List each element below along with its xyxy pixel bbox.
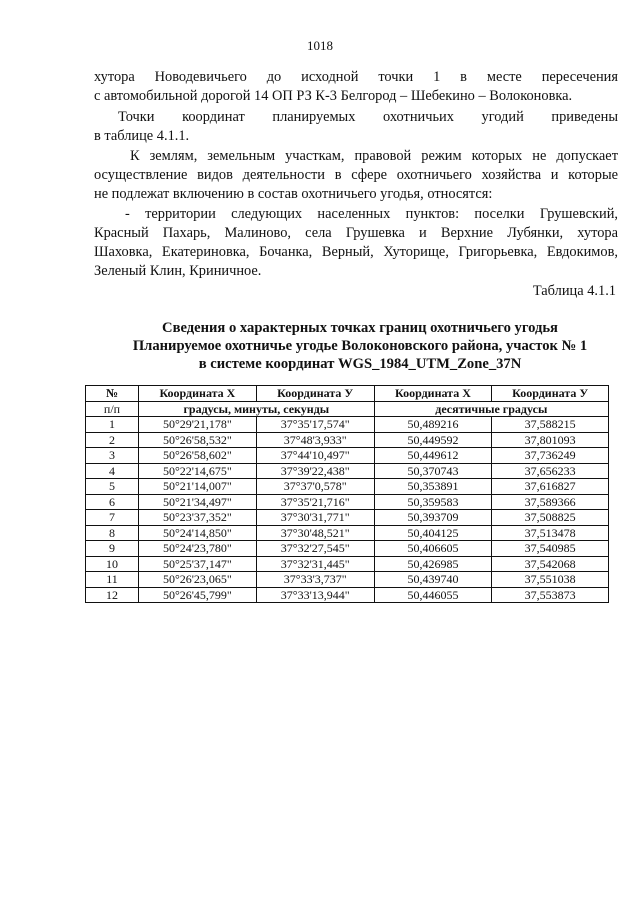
cell-y-dms: 37°39'22,438" (256, 463, 374, 479)
cell-x-dec: 50,393709 (374, 510, 492, 526)
cell-number: 3 (86, 448, 139, 464)
cell-y-dec: 37,736249 (492, 448, 609, 464)
cell-x-dms: 50°21'34,497" (139, 494, 257, 510)
table-row (86, 432, 609, 448)
cell-number: 6 (86, 494, 139, 510)
cell-number: 7 (86, 510, 139, 526)
cell-y-dec: 37,508825 (492, 510, 609, 526)
cell-x-dec: 50,489216 (374, 417, 492, 433)
page-number: 1018 (307, 38, 333, 53)
cell-number: 1 (86, 417, 139, 433)
cell-y-dms: 37°32'31,445" (256, 556, 374, 572)
table-row (86, 587, 609, 603)
cell-x-dec: 50,449612 (374, 448, 492, 464)
cell-y-dms: 37°44'10,497" (256, 448, 374, 464)
cell-x-dms: 50°25'37,147" (139, 556, 257, 572)
cell-y-dms: 37°33'13,944" (256, 587, 374, 603)
cell-y-dec: 37,656233 (492, 463, 609, 479)
cell-y-dec: 37,588215 (492, 417, 609, 433)
cell-x-dms: 50°24'23,780" (139, 541, 257, 557)
header-number: № (86, 386, 139, 402)
table-row (86, 417, 609, 433)
cell-x-dms: 50°22'14,675" (139, 463, 257, 479)
paragraph-line: осуществление видов деятельности в сфере охотничьего хозяйства и которые (94, 167, 618, 183)
table-title: в системе координат WGS_1984_UTM_Zone_37N (198, 356, 522, 372)
cell-x-dms: 50°26'58,532" (139, 432, 257, 448)
cell-y-dec: 37,540985 (492, 541, 609, 557)
table-row (86, 572, 609, 588)
table-row (86, 479, 609, 495)
cell-x-dec: 50,439740 (374, 572, 492, 588)
cell-y-dms: 37°35'17,574" (256, 417, 374, 433)
cell-y-dec: 37,513478 (492, 525, 609, 541)
cell-x-dec: 50,353891 (374, 479, 492, 495)
cell-x-dec: 50,404125 (374, 525, 492, 541)
cell-y-dec: 37,801093 (492, 432, 609, 448)
cell-y-dms: 37°32'27,545" (256, 541, 374, 557)
cell-number: 11 (86, 572, 139, 588)
cell-y-dec: 37,551038 (492, 572, 609, 588)
cell-number: 8 (86, 525, 139, 541)
table-row (86, 494, 609, 510)
table-row (86, 541, 609, 557)
table-row (86, 556, 609, 572)
cell-number: 12 (86, 587, 139, 603)
cell-x-dec: 50,449592 (374, 432, 492, 448)
table-body (86, 417, 609, 603)
header-dec-units: десятичные градусы (374, 401, 608, 417)
header-dms-units: градусы, минуты, секунды (139, 401, 375, 417)
table-label: Таблица 4.1.1 (532, 283, 616, 299)
paragraph-line: К землям, земельным участкам, правовой режим которых не допускает (130, 148, 618, 164)
cell-x-dec: 50,359583 (374, 494, 492, 510)
paragraph-line: не подлежат включению в состав охотничьего угодья, относятся: (94, 186, 493, 202)
cell-x-dms: 50°26'45,799" (139, 587, 257, 603)
cell-x-dms: 50°26'58,602" (139, 448, 257, 464)
header-x-dms: Координата X (139, 386, 257, 402)
cell-y-dms: 37°35'21,716" (256, 494, 374, 510)
paragraph-line: Точки координат планируемых охотничьих угодий приведены (118, 109, 618, 125)
cell-x-dec: 50,446055 (374, 587, 492, 603)
coordinates-table (85, 385, 609, 603)
paragraph-line: с автомобильной дорогой 14 ОП РЗ К-3 Белгород – Шебекино – Волоконовка. (94, 88, 573, 104)
table-title: Планируемое охотничье угодье Волоконовского района, участок № 1 (132, 338, 588, 354)
header-y-dms: Координата У (256, 386, 374, 402)
table-title: Сведения о характерных точках границ охотничьего угодья (162, 320, 558, 336)
cell-y-dms: 37°30'31,771" (256, 510, 374, 526)
table-row (86, 448, 609, 464)
cell-number: 9 (86, 541, 139, 557)
cell-x-dms: 50°26'23,065" (139, 572, 257, 588)
cell-y-dms: 37°33'3,737" (256, 572, 374, 588)
cell-number: 4 (86, 463, 139, 479)
header-x-dec: Координата X (374, 386, 492, 402)
cell-y-dec: 37,589366 (492, 494, 609, 510)
cell-number: 2 (86, 432, 139, 448)
header-number-sub: п/п (86, 401, 139, 417)
cell-x-dms: 50°21'14,007" (139, 479, 257, 495)
table-row (86, 525, 609, 541)
cell-y-dec: 37,553873 (492, 587, 609, 603)
cell-x-dec: 50,426985 (374, 556, 492, 572)
cell-number: 5 (86, 479, 139, 495)
paragraph-line: Красный Пахарь, Малиново, села Грушевка и Верхние Лубянки, хутора (94, 225, 618, 241)
paragraph-line: хутора Новодевичьего до исходной точки 1 в месте пересечения (94, 69, 618, 85)
cell-number: 10 (86, 556, 139, 572)
header-y-dec: Координата У (492, 386, 609, 402)
paragraph-line: Шаховка, Екатериновка, Бочанка, Верный, Хуторище, Григорьевка, Евдокимов, (94, 244, 618, 260)
cell-x-dec: 50,406605 (374, 541, 492, 557)
table-row (86, 463, 609, 479)
cell-y-dms: 37°37'0,578" (256, 479, 374, 495)
cell-y-dms: 37°30'48,521" (256, 525, 374, 541)
cell-y-dms: 37°48'3,933" (256, 432, 374, 448)
cell-x-dms: 50°23'37,352" (139, 510, 257, 526)
cell-x-dms: 50°29'21,178" (139, 417, 257, 433)
cell-y-dec: 37,542068 (492, 556, 609, 572)
table-row (86, 510, 609, 526)
paragraph-line: в таблице 4.1.1. (94, 128, 190, 144)
cell-x-dec: 50,370743 (374, 463, 492, 479)
paragraph-line: Зеленый Клин, Криничное. (94, 263, 262, 279)
paragraph-line: - территории следующих населенных пунктов: поселки Грушевский, (125, 206, 618, 222)
cell-x-dms: 50°24'14,850" (139, 525, 257, 541)
cell-y-dec: 37,616827 (492, 479, 609, 495)
